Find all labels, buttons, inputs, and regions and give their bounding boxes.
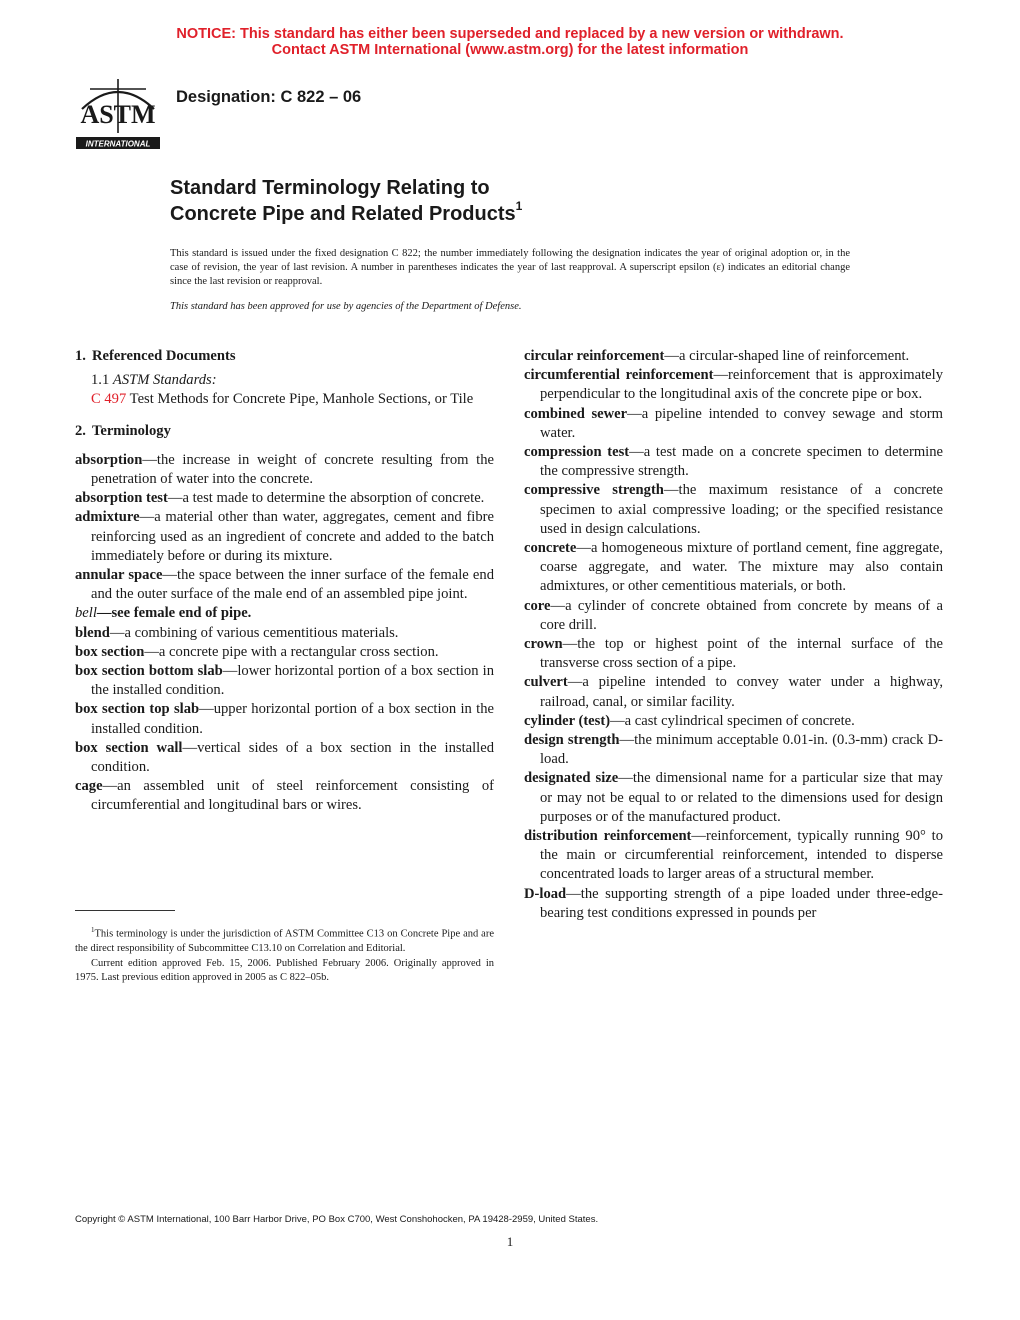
subsection-title: ASTM Standards:: [112, 372, 217, 389]
term-name: blend: [75, 624, 110, 641]
term-entry: [524, 366, 943, 404]
term-definition: —a test made on a concrete specimen to determine the compressive strength.: [540, 444, 943, 480]
term-name: concrete: [524, 540, 577, 557]
term-definition: —vertical sides of a box section in the installed condition.: [91, 739, 494, 776]
footnote-mark: 1: [91, 926, 95, 934]
term-name: crown: [524, 636, 563, 653]
term-name: combined sewer: [524, 405, 628, 422]
term-definition: —the maximum resistance of a concrete specimen to axial compressive loading; or the specified resistance used in design calculations.: [540, 482, 943, 537]
term-name: annular space: [75, 567, 163, 584]
term-name: circular reinforcement: [524, 348, 665, 364]
term-entry: [75, 777, 494, 815]
title-line-2-text: Concrete Pipe and Related Products: [170, 203, 516, 225]
term-name: distribution reinforcement: [524, 828, 692, 845]
section-2-title: Terminology: [91, 422, 171, 439]
copyright-line: Copyright © ASTM International, 100 Barr Harbor Drive, PO Box C700, West Conshohocken, PA 19428-2959, United States.: [75, 1214, 599, 1225]
document-title: [170, 175, 522, 227]
withdrawal-notice: [0, 26, 1020, 58]
approval-note: This standard has been approved for use by agencies of the Department of Defense.: [170, 301, 522, 312]
section-2-heading: [75, 422, 494, 441]
logo-caption: INTERNATIONAL: [85, 139, 151, 149]
term-definition: —the increase in weight of concrete resulting from the penetration of water into the concrete.: [91, 451, 494, 488]
term-entry: [524, 635, 943, 673]
footnote: [75, 923, 494, 986]
term-definition: —a cast cylindrical specimen of concrete.: [610, 712, 855, 729]
notice-line-2: Contact ASTM International (www.astm.org) for the latest information: [271, 42, 749, 58]
term-name: absorption test: [75, 490, 168, 507]
footnote-text-1: This terminology is under the jurisdiction of ASTM Committee C13 on Concrete Pipe and are the direct responsibility of Subcommittee C13.10 on Correlation and Editorial.: [75, 928, 494, 954]
see-prefix: —see: [96, 605, 134, 622]
term-definition: —a circular-shaped line of reinforcement.: [664, 348, 910, 364]
term-definition: —lower horizontal portion of a box section in the installed condition.: [91, 663, 494, 699]
term-name: compressive strength: [524, 482, 664, 499]
term-name: designated size: [524, 770, 619, 787]
subsection-1-1: [75, 371, 494, 390]
term-definition: —the minimum acceptable 0.01-in. (0.3-mm) crack D-load.: [540, 732, 943, 768]
title-line-2: [170, 201, 522, 227]
term-definition: —the space between the inner surface of the female end and the outer surface of the male end of an assembled pipe joint.: [91, 567, 494, 603]
astm-logo: [72, 75, 164, 151]
term-name: box section bottom slab: [75, 663, 223, 680]
term-entry: [524, 539, 943, 597]
term-entry: [75, 700, 494, 738]
footnote-paragraph-1: [75, 923, 494, 957]
section-2-number: 2.: [75, 422, 86, 439]
term-name: core: [524, 597, 551, 614]
term-entry: [524, 443, 943, 481]
cross-reference: female end of pipe.: [133, 605, 252, 622]
term-name: absorption: [75, 451, 143, 468]
term-name: box section wall: [75, 739, 183, 756]
term-entry: [75, 508, 494, 566]
term-entry: [524, 731, 943, 769]
term-entry: [524, 405, 943, 443]
term-entry: [75, 624, 494, 643]
term-entry: [75, 566, 494, 604]
title-line-1: Standard Terminology Relating to: [170, 177, 490, 199]
term-definition: —a pipeline intended to convey water under a highway, railroad, canal, or similar facility.: [540, 674, 943, 710]
term-name: cylinder (test): [524, 712, 611, 729]
term-definition: —reinforcement that is approximately perpendicular to the longitudinal axis of the concrete pipe or box.: [540, 367, 943, 403]
term-definition: —a combining of various cementitious materials.: [109, 624, 399, 641]
term-name: D-load: [524, 885, 567, 902]
term-entry: [524, 597, 943, 635]
term-name: culvert: [524, 674, 568, 691]
section-1-heading: [75, 347, 494, 366]
term-name: box section: [75, 643, 145, 660]
term-entry: [524, 673, 943, 711]
term-definition: —a pipeline intended to convey sewage and storm water.: [540, 405, 943, 441]
logo-letters: ASTM: [80, 100, 156, 129]
term-entry-bell: [75, 604, 494, 623]
title-footnote-mark: 1: [515, 199, 523, 214]
term-entry: [524, 481, 943, 539]
left-column: [75, 347, 494, 816]
standard-title: Test Methods for Concrete Pipe, Manhole Sections, or Tile: [129, 391, 474, 408]
term-entry: [524, 885, 943, 923]
term-entry: [524, 827, 943, 885]
notice-line-1: NOTICE: This standard has either been superseded and replaced by a new version or withdrawn.: [176, 26, 844, 42]
term-definition: —reinforcement, typically running 90° to the main or circumferential reinforcement, intended to disperse concentrated loads to larger areas of a structural member.: [540, 828, 944, 883]
term-definition: —a test made to determine the absorption of concrete.: [167, 490, 485, 507]
term-definition: —the supporting strength of a pipe loaded under three-edge-bearing test conditions expressed in pounds per: [540, 885, 943, 921]
term-name: box section top slab: [75, 701, 200, 718]
standard-link-c497[interactable]: C 497: [91, 391, 127, 408]
designation: Designation: C 822 – 06: [176, 88, 362, 106]
term-entry: [75, 451, 494, 489]
term-definition: —the top or highest point of the internal surface of the transverse cross section of a pipe.: [540, 636, 943, 672]
term-entry: [75, 662, 494, 700]
term-entry: [524, 712, 943, 731]
term-name: compression test: [524, 444, 630, 461]
term-definition: —upper horizontal portion of a box section in the installed condition.: [91, 701, 494, 737]
page-number: 1: [506, 1234, 514, 1249]
term-entry: [75, 643, 494, 662]
term-entry: [524, 769, 943, 827]
term-name: bell: [75, 605, 97, 622]
section-1-number: 1.: [75, 348, 86, 364]
footnote-divider: [75, 910, 175, 911]
term-definition: —the dimensional name for a particular size that may or may not be equal to or related to the dimensions used for design purposes or of the manufactured product.: [540, 770, 943, 825]
term-definition: —a cylinder of concrete obtained from concrete by means of a core drill.: [540, 597, 943, 633]
subsection-number: 1.1: [91, 372, 110, 389]
referenced-standard: [75, 390, 494, 409]
term-name: circumferential reinforcement: [524, 367, 714, 384]
term-entry: [75, 739, 494, 777]
term-definition: —an assembled unit of steel reinforcement consisting of circumferential and longitudinal bars or wires.: [91, 778, 494, 814]
term-entry: [75, 489, 494, 508]
term-name: admixture: [75, 509, 140, 526]
term-name: design strength: [524, 732, 620, 749]
term-definition: —a homogeneous mixture of portland cement, fine aggregate, coarse aggregate, and water. The mixture may also contain admixtures, or other cementitious materials, or both.: [540, 540, 943, 595]
term-name: cage: [75, 778, 103, 795]
intro-paragraph: This standard is issued under the fixed designation C 822; the number immediately following the designation indicates the year of original adoption or, in the case of revision, the year of last revision. A number in parentheses indicates the year of last reapproval. A superscript epsilon (ε) indicates an editorial change since the last revision or reapproval.: [170, 248, 850, 287]
section-1-title: Referenced Documents: [91, 348, 236, 364]
term-definition: —a concrete pipe with a rectangular cross section.: [144, 643, 439, 660]
term-entry: [524, 347, 943, 366]
right-column: [524, 347, 943, 923]
term-definition: —a material other than water, aggregates, cement and fibre reinforcing used as an ingredient of concrete and added to the batch immediately before or during its mixture.: [91, 509, 494, 564]
footnote-paragraph-2: Current edition approved Feb. 15, 2006. Published February 2006. Originally approved in 1975. Last previous edition approved in 2005 as C 822–05b.: [75, 957, 494, 983]
